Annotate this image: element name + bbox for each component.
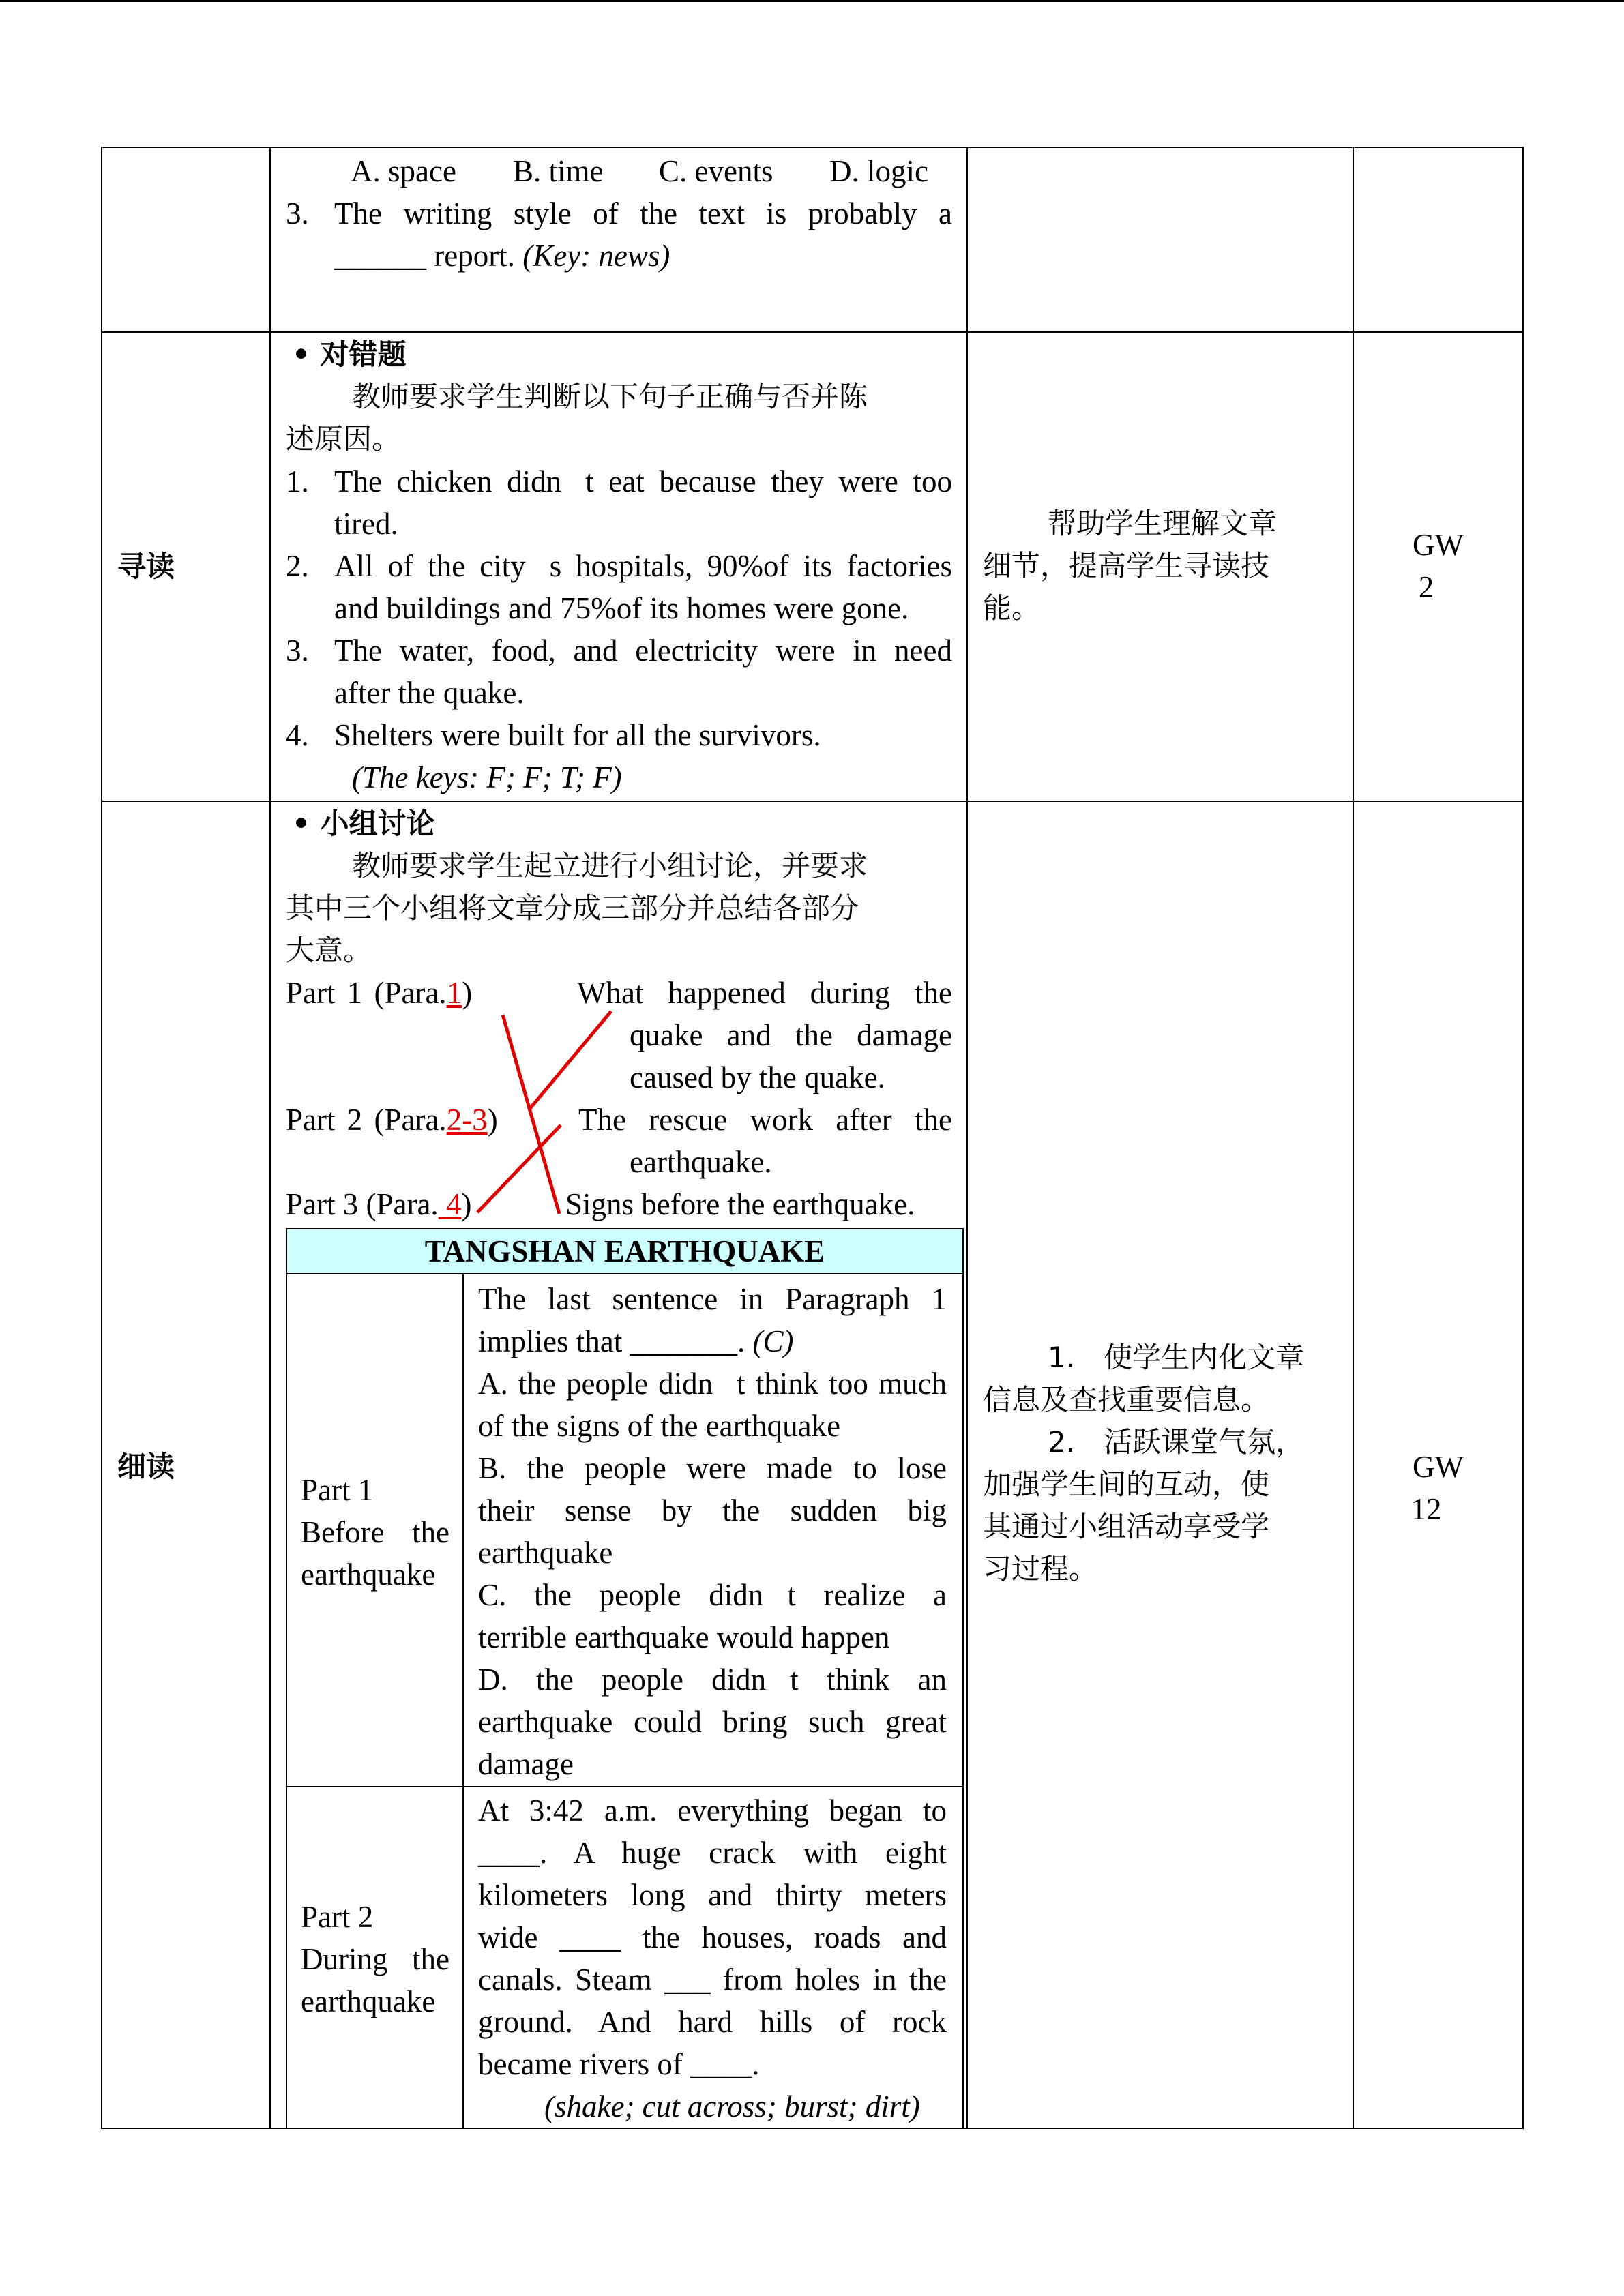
question-line: implies that _______. (C) [478, 1324, 794, 1358]
option-line: earthquake [478, 1536, 613, 1570]
purpose-text: 其通过小组活动享受学 [983, 1510, 1270, 1543]
match-line-1 [503, 1015, 559, 1214]
option-line: B. the people were made to lose [478, 1451, 947, 1485]
time-value: 12  [1411, 1492, 1466, 1526]
item-number: 2. [286, 549, 309, 583]
option-d: D. logic [829, 154, 928, 188]
statement-text: The water, food, and electricity were in need [334, 633, 952, 668]
purpose-text: 信息及查找重要信息。 [983, 1383, 1270, 1416]
option-line: of the signs of the earthquake [478, 1409, 841, 1443]
item-number: 1. [286, 464, 309, 498]
stage-label: 细读 [117, 1450, 175, 1483]
purpose-text: 1. 使学生内化文章 [1048, 1341, 1305, 1374]
blank-report: ______ report. [334, 239, 515, 273]
part-1-title: Before the [301, 1515, 449, 1549]
cloze-line: ____. A huge crack with eight [478, 1836, 947, 1870]
instruction-text: 大意。 [286, 934, 372, 967]
section-heading: • 小组讨论 [292, 807, 435, 840]
instruction-text: 其中三个小组将文章分成三部分并总结各部分 [286, 891, 859, 925]
instruction-text: 教师要求学生判断以下句子正确与否并陈 [352, 380, 868, 413]
instruction-text: 教师要求学生起立进行小组讨论，并要求 [352, 849, 868, 882]
item-number: 3. [286, 633, 309, 668]
description-1: quake and the damage [630, 1018, 952, 1052]
section-heading: • 对错题 [292, 338, 407, 371]
option-line: their sense by the sudden big [478, 1493, 947, 1527]
statement-text: tired. [334, 507, 398, 541]
cloze-line: At 3:42 a.m. everything began to [478, 1793, 947, 1828]
statement-text: All of the city s hospitals, 90%of its factories [334, 549, 952, 583]
question-line: The last sentence in Paragraph 1 [478, 1282, 947, 1316]
instruction-text: 述原因。 [286, 422, 401, 456]
statement-text: The chicken didn t eat because they were too [334, 464, 952, 498]
purpose-text: 帮助学生理解文章 [1048, 507, 1278, 540]
part-3-label: Part 3 (Para. 4) [286, 1187, 472, 1221]
option-line: D. the people didn t think an [478, 1663, 947, 1697]
statement-text: Shelters were built for all the survivors. [334, 718, 821, 752]
purpose-text: 加强学生间的互动，使 [983, 1467, 1270, 1501]
option-line: damage [478, 1747, 574, 1781]
option-a: A. space [351, 154, 456, 188]
time-label: GW [1413, 1450, 1464, 1484]
item-number: 4. [286, 718, 309, 752]
table-title: TANGSHAN EARTHQUAKE [424, 1234, 825, 1268]
time-label: GW [1413, 528, 1464, 562]
cloze-line: became rivers of ____. [478, 2047, 760, 2081]
answer-key: (Key: news) [522, 239, 670, 273]
time-value: 2  [1418, 570, 1458, 604]
purpose-text: 能。 [983, 591, 1041, 625]
description-1: caused by the quake. [630, 1060, 885, 1094]
answer-key: (The keys: F; F; T; F) [352, 760, 622, 794]
stage-label: 寻读 [117, 550, 175, 583]
option-line: A. the people didn t think too much [478, 1367, 947, 1401]
part-1-title: Part 1 [301, 1473, 374, 1507]
description-3: Signs before the earthquake. [565, 1187, 915, 1221]
part-1-label: Part 1 (Para.1) [286, 976, 473, 1010]
part-2-title: earthquake [301, 1984, 436, 2018]
purpose-text: 习过程。 [983, 1552, 1098, 1585]
description-2: The rescue work after the [578, 1103, 952, 1137]
option-line: earthquake could bring such great [478, 1705, 947, 1739]
part-1-title: earthquake [301, 1557, 436, 1592]
option-line: C. the people didn t realize a [478, 1578, 947, 1612]
cloze-line: wide ____ the houses, roads and [478, 1920, 947, 1954]
question-text: The writing style of the text is probably a [334, 196, 952, 230]
description-2: earthquake. [630, 1145, 772, 1179]
purpose-text: 2. 活跃课堂气氛， [1048, 1425, 1305, 1459]
option-b: B. time [513, 154, 604, 188]
cloze-line: ground. And hard hills of rock [478, 2005, 947, 2039]
part-2-title: Part 2 [301, 1900, 374, 1934]
answer-key: (shake; cut across; burst; dirt) [544, 2089, 920, 2123]
cloze-line: kilometers long and thirty meters [478, 1878, 947, 1912]
option-c: C. events [659, 154, 773, 188]
statement-text: after the quake. [334, 676, 525, 710]
part-2-title: During the [301, 1942, 449, 1976]
cloze-line: canals. Steam ___ from holes in the [478, 1963, 947, 1997]
option-line: terrible earthquake would happen [478, 1620, 890, 1654]
purpose-text: 细节，提高学生寻读技 [983, 549, 1270, 582]
statement-text: and buildings and 75%of its homes were gone. [334, 591, 909, 625]
description-1: What happened during the [577, 976, 952, 1010]
part-2-label: Part 2 (Para.2-3) [286, 1103, 498, 1137]
match-line-2 [529, 1011, 611, 1110]
question-number: 3. [286, 196, 309, 230]
